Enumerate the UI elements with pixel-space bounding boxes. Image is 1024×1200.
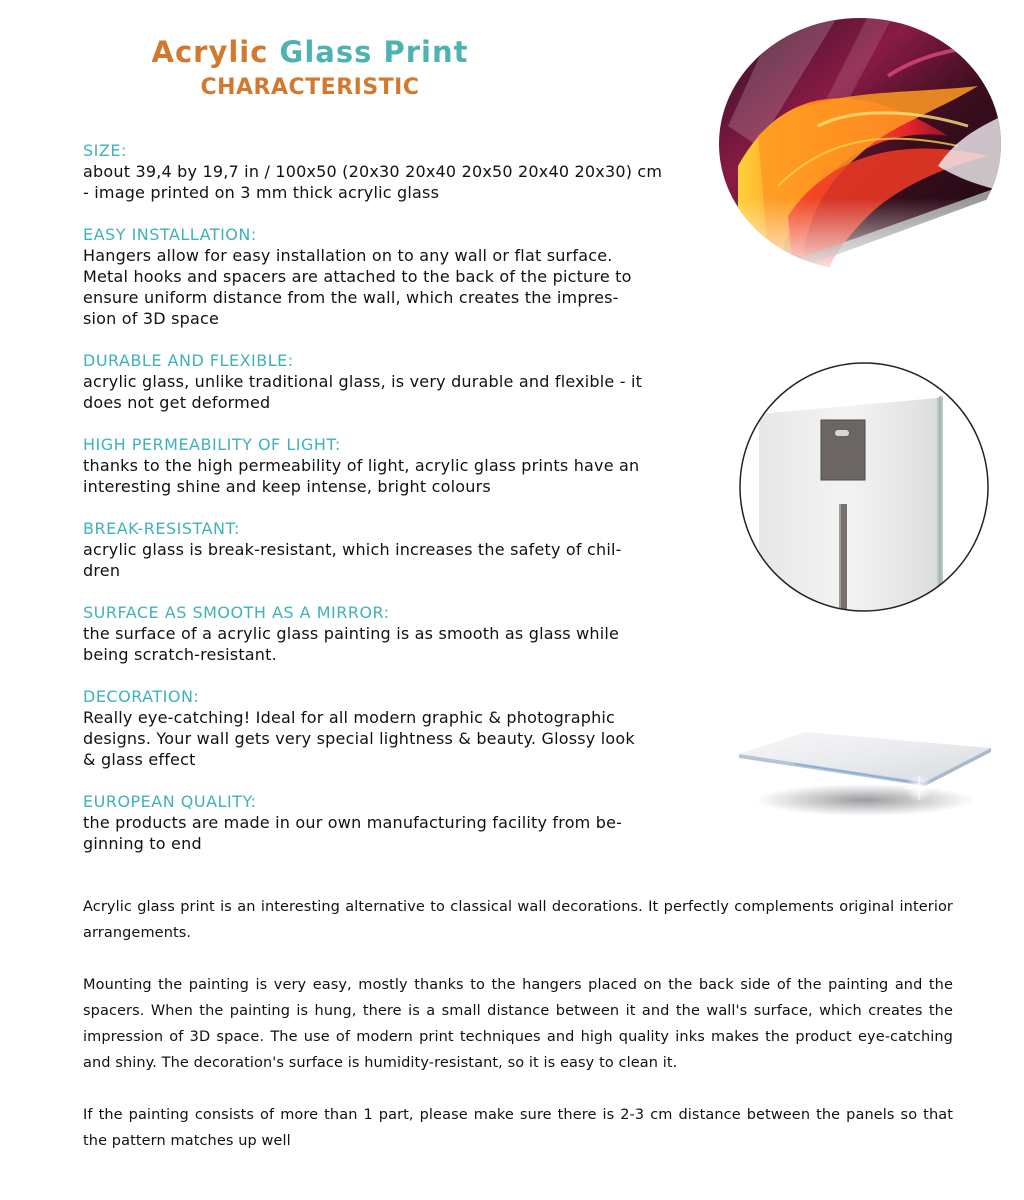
feature-heading: DECORATION:: [83, 687, 200, 706]
feature-heading: HIGH PERMEABILITY OF LIGHT:: [83, 435, 341, 454]
feature-list: [83, 140, 708, 875]
glass-plate-image: [735, 720, 995, 824]
feature-smooth-surface: [83, 602, 708, 665]
paragraph-intro: Acrylic glass print is an interesting alternative to classical wall decorations. It perfectly complements original interior arrangements.: [83, 899, 953, 941]
feature-text: the surface of a acrylic glass painting is as smooth as glass while being scratch-resistant.: [83, 624, 620, 664]
feature-heading: SIZE:: [83, 141, 127, 160]
description-paragraphs: [83, 894, 953, 1180]
feature-break-resistant: [83, 518, 708, 581]
paragraph-mounting: Mounting the painting is very easy, mostly thanks to the hangers placed on the back side of the painting and the spacers. When the painting is hung, there is a small distance between it and the wall's surface, which creates the impression of 3D space. The use of modern print techniques and high quality inks makes the product eye-catching and shiny. The decoration's surface is humidity-resistant, so it is easy to clean it.: [83, 977, 953, 1071]
feature-text: thanks to the high permeability of light, acrylic glass prints have an interesting shine and keep intense, bright colours: [83, 456, 640, 496]
acrylic-print-closeup-image: [718, 16, 1002, 276]
feature-heading: EASY INSTALLATION:: [83, 225, 257, 244]
feature-text: the products are made in our own manufacturing facility from be- ginning to end: [83, 813, 623, 853]
feature-european-quality: [83, 791, 708, 854]
feature-size: [83, 140, 708, 203]
feature-light-permeability: [83, 434, 708, 497]
feature-heading: SURFACE AS SMOOTH AS A MIRROR:: [83, 603, 390, 622]
feature-text: about 39,4 by 19,7 in / 100x50 (20x30 20x40 20x50 20x40 20x30) cm - image printed on 3 mm thick acrylic glass: [83, 162, 663, 202]
feature-easy-installation: [83, 224, 708, 329]
title-block: [120, 32, 500, 104]
feature-durable-flexible: [83, 350, 708, 413]
paragraph-multi-part: If the painting consists of more than 1 part, please make sure there is 2-3 cm distance between the panels so that the pattern matches up well: [83, 1107, 953, 1149]
feature-text: acrylic glass is break-resistant, which increases the safety of chil- dren: [83, 540, 622, 580]
feature-text: acrylic glass, unlike traditional glass, is very durable and flexible - it does not get deformed: [83, 372, 643, 412]
feature-heading: BREAK-RESISTANT:: [83, 519, 240, 538]
page-subtitle: CHARACTERISTIC: [200, 75, 420, 100]
title-words-glass-print: Glass Print: [279, 35, 469, 69]
feature-heading: DURABLE AND FLEXIBLE:: [83, 351, 294, 370]
feature-decoration: [83, 686, 708, 770]
feature-text: Hangers allow for easy installation on to any wall or flat surface. Metal hooks and spacers are attached to the back of the picture to ensure uniform distance from the wall, which creates the impres- sion of 3D space: [83, 246, 632, 328]
feature-text: Really eye-catching! Ideal for all modern graphic & photographic designs. Your wall gets very special lightness & beauty. Glossy look & glass effect: [83, 708, 635, 769]
feature-heading: EUROPEAN QUALITY:: [83, 792, 257, 811]
hanger-back-closeup-image: [737, 362, 991, 612]
page-title: [120, 32, 500, 72]
title-word-acrylic: Acrylic: [151, 35, 269, 69]
